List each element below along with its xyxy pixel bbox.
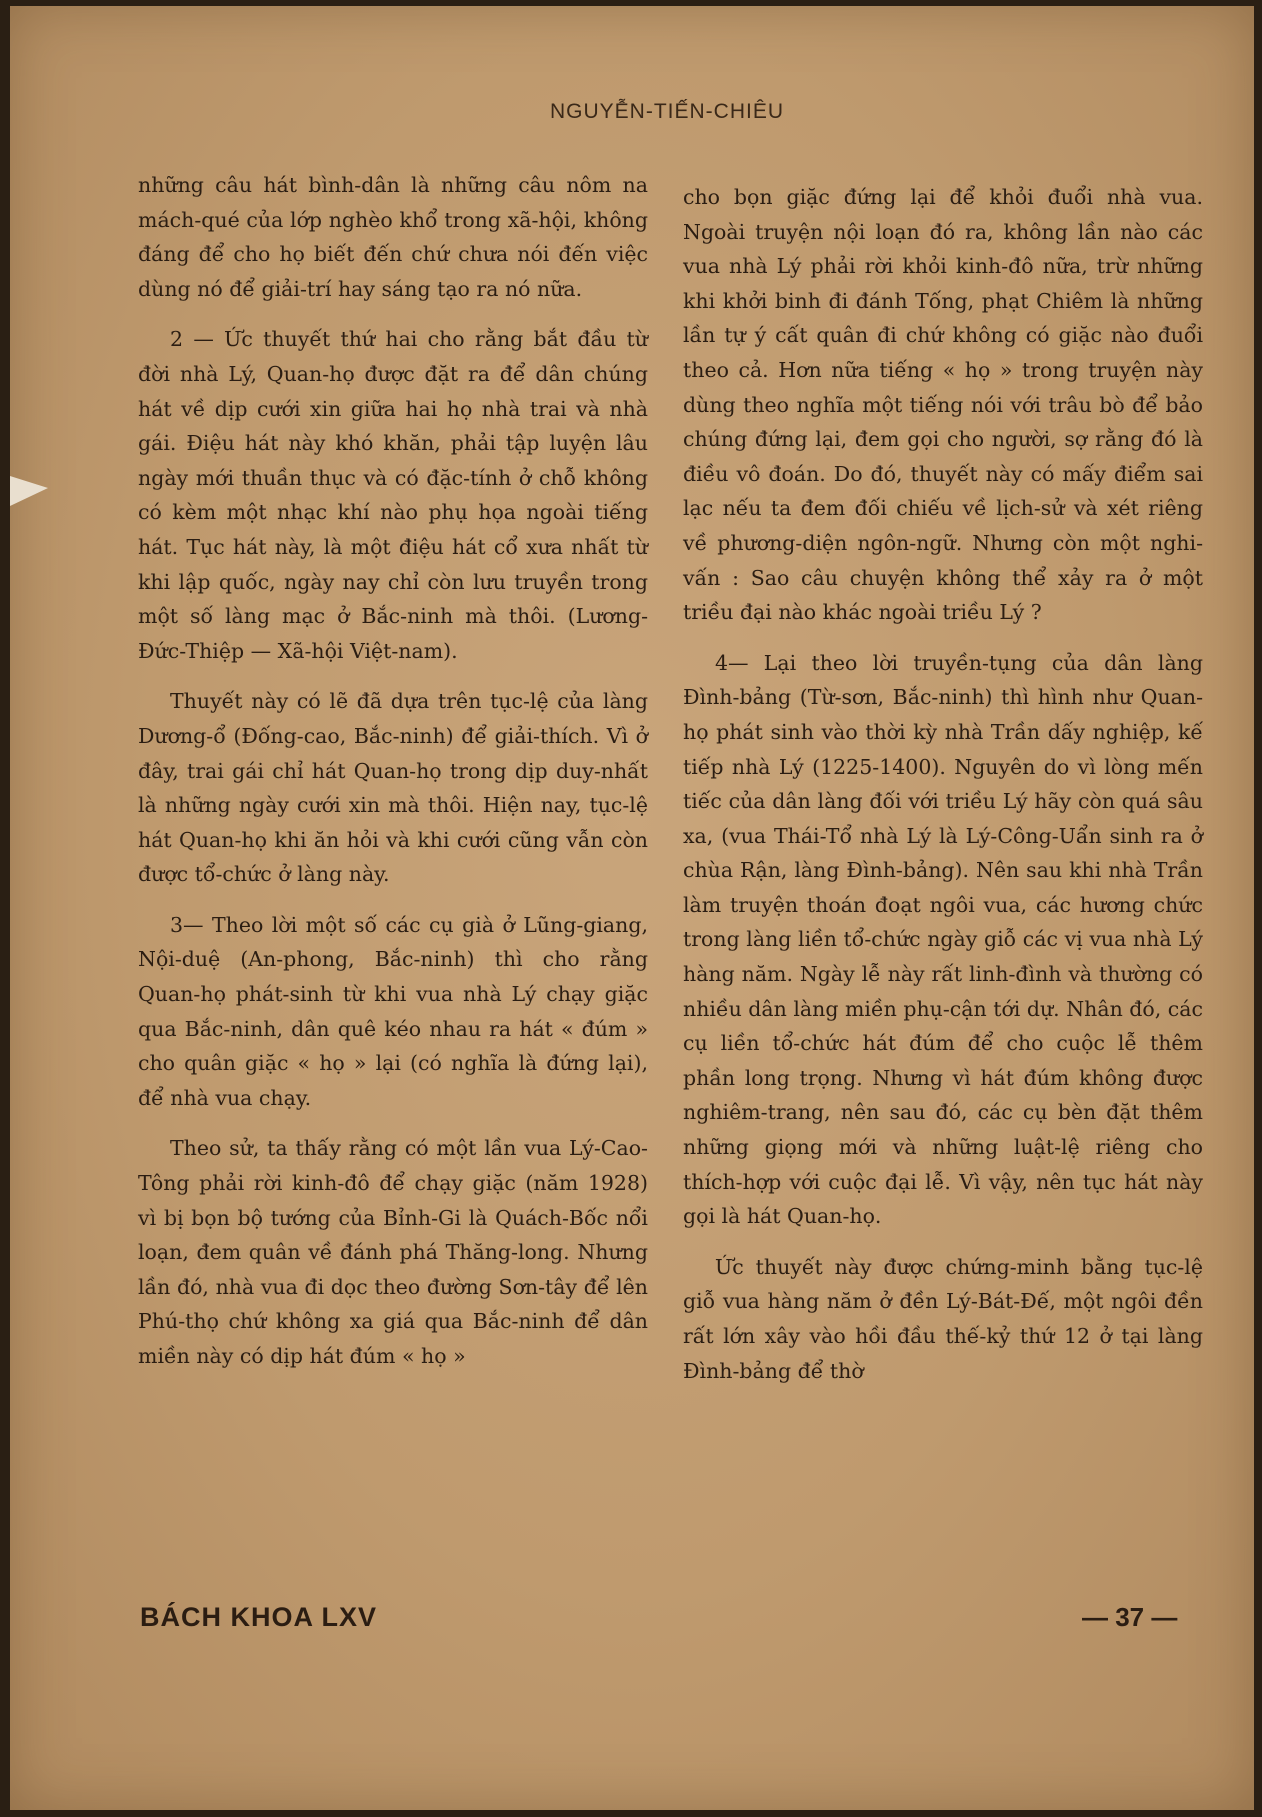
magazine-page — [10, 6, 1254, 1810]
paragraph: Thuyết này có lẽ đã dựa trên tục-lệ của làng Dương-ổ (Đống-cao, Bắc-ninh) để giải-thích. Vì ở đây, trai gái chỉ hát Quan-họ trong dịp duy-nhất là những ngày cưới xin mà thôi. Hiện nay, tục-lệ hát Quan-họ khi ăn hỏi và khi cưới cũng vẫn còn được tổ-chức ở làng này. — [138, 689, 648, 887]
paragraph: 4— Lại theo lời truyền-tụng của dân làng Đình-bảng (Từ-sơn, Bắc-ninh) thì hình như Quan-họ phát sinh vào thời kỳ nhà Trần dấy nghiệp, kế tiếp nhà Lý (1225-1400). Nguyên do vì lòng mến tiếc của dân làng đối với triều Lý hãy còn quá sâu xa, (vua Thái-Tổ nhà Lý là Lý-Công-Uẩn sinh ra ở chùa Rận, làng Đình-bảng). Nên sau khi nhà Trần làm truyện thoán đoạt ngôi vua, các hương chức trong làng liền tổ-chức ngày giỗ các vị vua nhà Lý hàng năm. Ngày lễ này rất linh-đình và thường có nhiều dân làng miền phụ-cận tới dự. Nhân đó, các cụ liền tổ-chức hát đúm để cho cuộc lễ thêm phần long trọng. Nhưng vì hát đúm không được nghiêm-trang, nên sau đó, các cụ bèn đặt thêm những giọng mới và những luật-lệ riêng cho thích-hợp với cuộc đại lễ. Vì vậy, nên tục hát này gọi là hát Quan-họ. — [683, 650, 1203, 1229]
paragraph: Theo sử, ta thấy rằng có một lần vua Lý-Cao-Tông phải rời kinh-đô để chạy giặc (năm 1928) vì bị bọn bộ tướng của Bỉnh-Gi là Quách-Bốc nổi loạn, đem quân về đánh phá Thăng-long. Nhưng lần đó, nhà vua đi dọc theo đường Sơn-tây để lên Phú-thọ chứ không xa giá qua Bắc-ninh để dân miền này có dịp hát đúm « họ » — [138, 1136, 648, 1368]
magazine-name: BÁCH KHOA LXV — [140, 1602, 378, 1632]
page-number: — 37 — — [1082, 1602, 1178, 1632]
running-header: NGUYỄN-TIẾN-CHIÊU — [550, 100, 785, 123]
left-column — [138, 168, 648, 1390]
paragraph: 3— Theo lời một số các cụ già ở Lũng-giang, Nội-duệ (An-phong, Bắc-ninh) thì cho rằng Quan-họ phát-sinh từ khi vua nhà Lý chạy giặc qua Bắc-ninh, dân quê kéo nhau ra hát « đúm » cho quân giặc « họ » lại (có nghĩa là đứng lại), để nhà vua chạy. — [138, 912, 648, 1110]
paragraph: cho bọn giặc đứng lại để khỏi đuổi nhà vua. Ngoài truyện nội loạn đó ra, không lần nào các vua nhà Lý phải rời khỏi kinh-đô nữa, trừ những khi khởi binh đi đánh Tống, phạt Chiêm là những lần tự ý cất quân đi chứ không có giặc nào đuổi theo cả. Hơn nữa tiếng « họ » trong truyện này dùng theo nghĩa một tiếng nói với trâu bò để bảo chúng đứng lại, đem gọi cho người, sợ rằng đó là điều vô đoán. Do đó, thuyết này có mấy điểm sai lạc nếu ta đem đối chiếu về lịch-sử và xét riêng về phương-diện ngôn-ngữ. Nhưng còn một nghi-vấn : Sao câu chuyện không thể xảy ra ở một triều đại nào khác ngoài triều Lý ? — [683, 185, 1203, 625]
paragraph: Ức thuyết này được chứng-minh bằng tục-lệ giỗ vua hàng năm ở đền Lý-Bát-Đế, một ngôi đền rất lớn xây vào hồi đầu thế-kỷ thứ 12 ở tại làng Đình-bảng để thờ — [683, 1254, 1203, 1383]
paragraph: 2 — Ức thuyết thứ hai cho rằng bắt đầu từ đời nhà Lý, Quan-họ được đặt ra để dân chúng hát về dịp cưới xin giữa hai họ nhà trai và nhà gái. Điệu hát này khó khăn, phải tập luyện lâu ngày mới thuần thục và có đặc-tính ở chỗ không có kèm một nhạc khí nào phụ họa ngoài tiếng hát. Tục hát này, là một điệu hát cổ xưa nhất từ khi lập quốc, ngày nay chỉ còn lưu truyền trong một số làng mạc ở Bắc-ninh mà thôi. (Lương-Đức-Thiệp — Xã-hội Việt-nam). — [138, 327, 648, 663]
right-column — [683, 180, 1203, 1404]
paragraph: những câu hát bình-dân là những câu nôm na mách-qué của lớp nghèo khổ trong xã-hội, không đáng để cho họ biết đến chứ chưa nói đến việc dùng nó để giải-trí hay sáng tạo ra nó nữa. — [138, 173, 648, 301]
torn-edge — [10, 476, 48, 506]
